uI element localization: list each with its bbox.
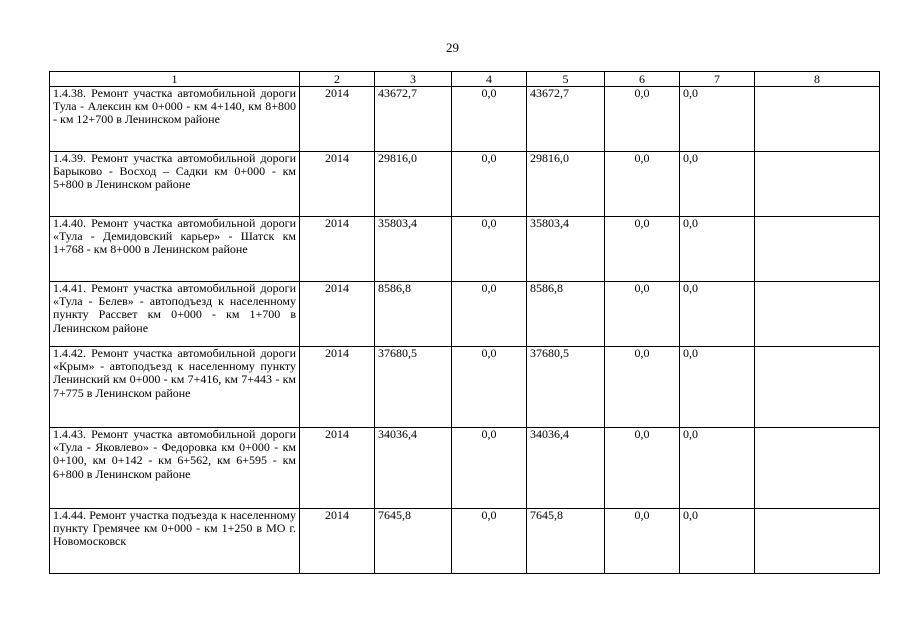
- row-col6: 0,0: [605, 152, 680, 217]
- row-col7: 0,0: [680, 217, 755, 282]
- row-col4: 0,0: [452, 87, 527, 152]
- row-col5: 8586,8: [527, 282, 605, 347]
- row-year: 2014: [300, 87, 375, 152]
- table-header-row: [50, 72, 880, 87]
- table-row: [50, 347, 880, 428]
- table-body: [50, 87, 880, 574]
- row-col4: 0,0: [452, 428, 527, 509]
- row-col8: [755, 282, 880, 347]
- row-description: 1.4.44. Ремонт участка подъезда к населенному пункту Гремячее км 0+000 - км 1+250 в МО г. Новомосковск: [50, 509, 300, 574]
- column-header-5: 5: [527, 72, 605, 87]
- row-year: 2014: [300, 282, 375, 347]
- row-col7: 0,0: [680, 87, 755, 152]
- row-year: 2014: [300, 509, 375, 574]
- program-table: [49, 71, 880, 574]
- row-col3: 8586,8: [375, 282, 452, 347]
- row-col5: 34036,4: [527, 428, 605, 509]
- column-header-7: 7: [680, 72, 755, 87]
- table-row: [50, 217, 880, 282]
- row-year: 2014: [300, 428, 375, 509]
- row-col7: 0,0: [680, 428, 755, 509]
- row-col3: 43672,7: [375, 87, 452, 152]
- row-col5: 7645,8: [527, 509, 605, 574]
- row-col8: [755, 217, 880, 282]
- column-header-8: 8: [755, 72, 880, 87]
- row-col8: [755, 87, 880, 152]
- row-col6: 0,0: [605, 87, 680, 152]
- row-col7: 0,0: [680, 509, 755, 574]
- table-row: [50, 282, 880, 347]
- row-col6: 0,0: [605, 347, 680, 428]
- row-col5: 37680,5: [527, 347, 605, 428]
- row-col4: 0,0: [452, 152, 527, 217]
- row-year: 2014: [300, 347, 375, 428]
- row-col3: 37680,5: [375, 347, 452, 428]
- row-col5: 29816,0: [527, 152, 605, 217]
- row-col4: 0,0: [452, 509, 527, 574]
- row-year: 2014: [300, 152, 375, 217]
- row-col3: 35803,4: [375, 217, 452, 282]
- row-col8: [755, 347, 880, 428]
- row-col4: 0,0: [452, 217, 527, 282]
- row-year: 2014: [300, 217, 375, 282]
- row-col8: [755, 152, 880, 217]
- row-col8: [755, 428, 880, 509]
- row-col7: 0,0: [680, 282, 755, 347]
- row-description: 1.4.38. Ремонт участка автомобильной дороги Тула - Алексин км 0+000 - км 4+140, км 8+800 - км 12+700 в Ленинском районе: [50, 87, 300, 152]
- row-col3: 34036,4: [375, 428, 452, 509]
- row-description: 1.4.39. Ремонт участка автомобильной дороги Барыково - Восход – Садки км 0+000 - км 5+800 в Ленинском районе: [50, 152, 300, 217]
- table-row: [50, 428, 880, 509]
- table-row: [50, 87, 880, 152]
- row-col4: 0,0: [452, 347, 527, 428]
- row-col6: 0,0: [605, 428, 680, 509]
- row-col5: 43672,7: [527, 87, 605, 152]
- row-col6: 0,0: [605, 217, 680, 282]
- row-col7: 0,0: [680, 347, 755, 428]
- table-row: [50, 152, 880, 217]
- row-col3: 29816,0: [375, 152, 452, 217]
- row-col6: 0,0: [605, 282, 680, 347]
- row-col7: 0,0: [680, 152, 755, 217]
- column-header-3: 3: [375, 72, 452, 87]
- column-header-6: 6: [605, 72, 680, 87]
- row-description: 1.4.42. Ремонт участка автомобильной дороги «Крым» - автоподъезд к населенному пункту Ленинский км 0+000 - км 7+416, км 7+443 - км 7+775 в Ленинском районе: [50, 347, 300, 428]
- column-header-1: 1: [50, 72, 300, 87]
- row-col8: [755, 509, 880, 574]
- column-header-2: 2: [300, 72, 375, 87]
- table-row: [50, 509, 880, 574]
- column-header-4: 4: [452, 72, 527, 87]
- row-col3: 7645,8: [375, 509, 452, 574]
- row-col4: 0,0: [452, 282, 527, 347]
- row-description: 1.4.41. Ремонт участка автомобильной дороги «Тула - Белев» - автоподъезд к населенному пункту Рассвет км 0+000 - км 1+700 в Ленинском районе: [50, 282, 300, 347]
- row-description: 1.4.40. Ремонт участка автомобильной дороги «Тула - Демидовский карьер» - Шатск км 1+768 - км 8+000 в Ленинском районе: [50, 217, 300, 282]
- row-description: 1.4.43. Ремонт участка автомобильной дороги «Тула - Яковлево» - Федоровка км 0+000 - км 0+100, км 0+142 - км 6+562, км 6+595 - км 6+800 в Ленинском районе: [50, 428, 300, 509]
- page-number: 29: [446, 40, 459, 55]
- row-col5: 35803,4: [527, 217, 605, 282]
- table-header: [50, 72, 880, 87]
- row-col6: 0,0: [605, 509, 680, 574]
